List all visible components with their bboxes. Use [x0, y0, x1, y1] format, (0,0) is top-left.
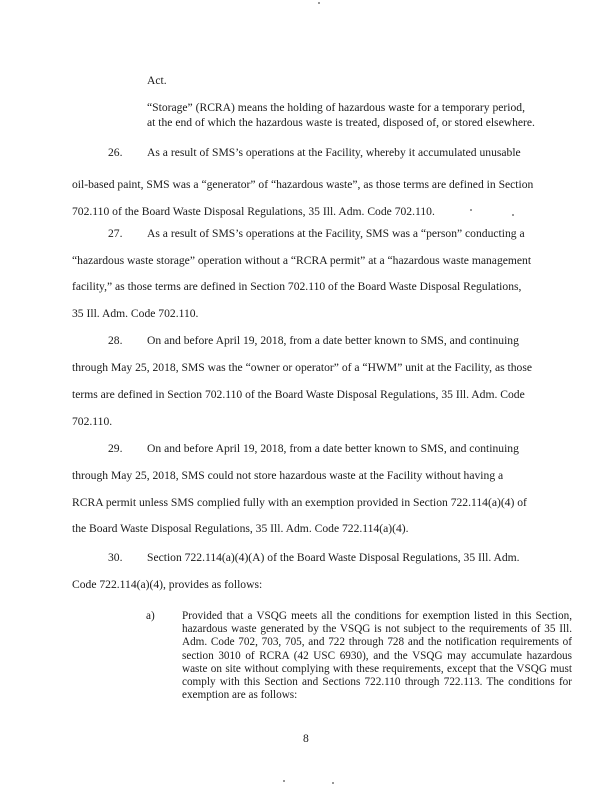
scan-speck [512, 214, 514, 216]
paragraph-29-line-4: the Board Waste Disposal Regulations, 35 Ill. Adm. Code 722.114(a)(4). [72, 522, 409, 535]
storage-definition-line-2: at the end of which the hazardous waste is treated, disposed of, or stored elsewhere. [147, 116, 535, 129]
paragraph-29-number: 29. [108, 442, 123, 455]
subsection-text: Provided that a VSQG meets all the conditions for exemption listed in this Section, hazardous waste generated by the VSQG is not subject to the requirements of 35 Ill. Adm. Code 702, 703, 705, and 722 through 728 and the notification requirements of section 3010 of RCRA (42 USC 6930), and the VSQG may accumulate hazardous waste on site without complying with these requirements, except that the VSQG must comply with this Section and Sections 722.110 through 722.113. The conditions for exemption are as follows: [182, 610, 572, 702]
storage-definition-line-1: “Storage” (RCRA) means the holding of hazardous waste for a temporary period, [147, 101, 525, 114]
paragraph-26-number: 26. [108, 146, 123, 159]
paragraph-26-line-2: oil-based paint, SMS was a “generator” of “hazardous waste”, as those terms are defined in Section [72, 178, 534, 191]
scan-speck [470, 209, 472, 211]
paragraph-26-line-3: 702.110 of the Board Waste Disposal Regulations, 35 Ill. Adm. Code 702.110. [72, 205, 435, 218]
paragraph-28-number: 28. [108, 334, 123, 347]
paragraph-27-line-1: As a result of SMS’s operations at the Facility, SMS was a “person” conducting a [147, 227, 525, 240]
paragraph-30-line-1: Section 722.114(a)(4)(A) of the Board Waste Disposal Regulations, 35 Ill. Adm. [147, 551, 520, 564]
paragraph-30-line-2: Code 722.114(a)(4), provides as follows: [72, 578, 263, 591]
paragraph-27-number: 27. [108, 227, 123, 240]
paragraph-27-line-3: facility,” as those terms are defined in Section 702.110 of the Board Waste Disposal Regulations, [72, 280, 522, 293]
paragraph-27-line-4: 35 Ill. Adm. Code 702.110. [72, 307, 199, 320]
subsection-label: a) [146, 610, 155, 622]
top-fragment: Act. [147, 74, 167, 87]
paragraph-29-line-1: On and before April 19, 2018, from a date better known to SMS, and continuing [147, 442, 519, 455]
paragraph-29-line-3: RCRA permit unless SMS complied fully with an exemption provided in Section 722.114(a)(4) of [72, 496, 527, 509]
paragraph-29-line-2: through May 25, 2018, SMS could not store hazardous waste at the Facility without having a [72, 469, 504, 482]
paragraph-26-line-1: As a result of SMS’s operations at the Facility, whereby it accumulated unusable [147, 146, 521, 159]
paragraph-28-line-1: On and before April 19, 2018, from a date better known to SMS, and continuing [147, 334, 519, 347]
paragraph-28-line-4: 702.110. [72, 415, 113, 428]
scan-speck [318, 2, 320, 4]
page-number: 8 [303, 732, 309, 745]
paragraph-27-line-2: “hazardous waste storage” operation without a “RCRA permit” at a “hazardous waste management [72, 254, 532, 267]
scan-speck [283, 780, 285, 782]
scan-speck [332, 782, 334, 784]
paragraph-28-line-3: terms are defined in Section 702.110 of the Board Waste Disposal Regulations, 35 Ill. Adm. Code [72, 388, 525, 401]
paragraph-30-number: 30. [108, 551, 123, 564]
paragraph-28-line-2: through May 25, 2018, SMS was the “owner or operator” of a “HWM” unit at the Facility, as those [72, 361, 532, 374]
